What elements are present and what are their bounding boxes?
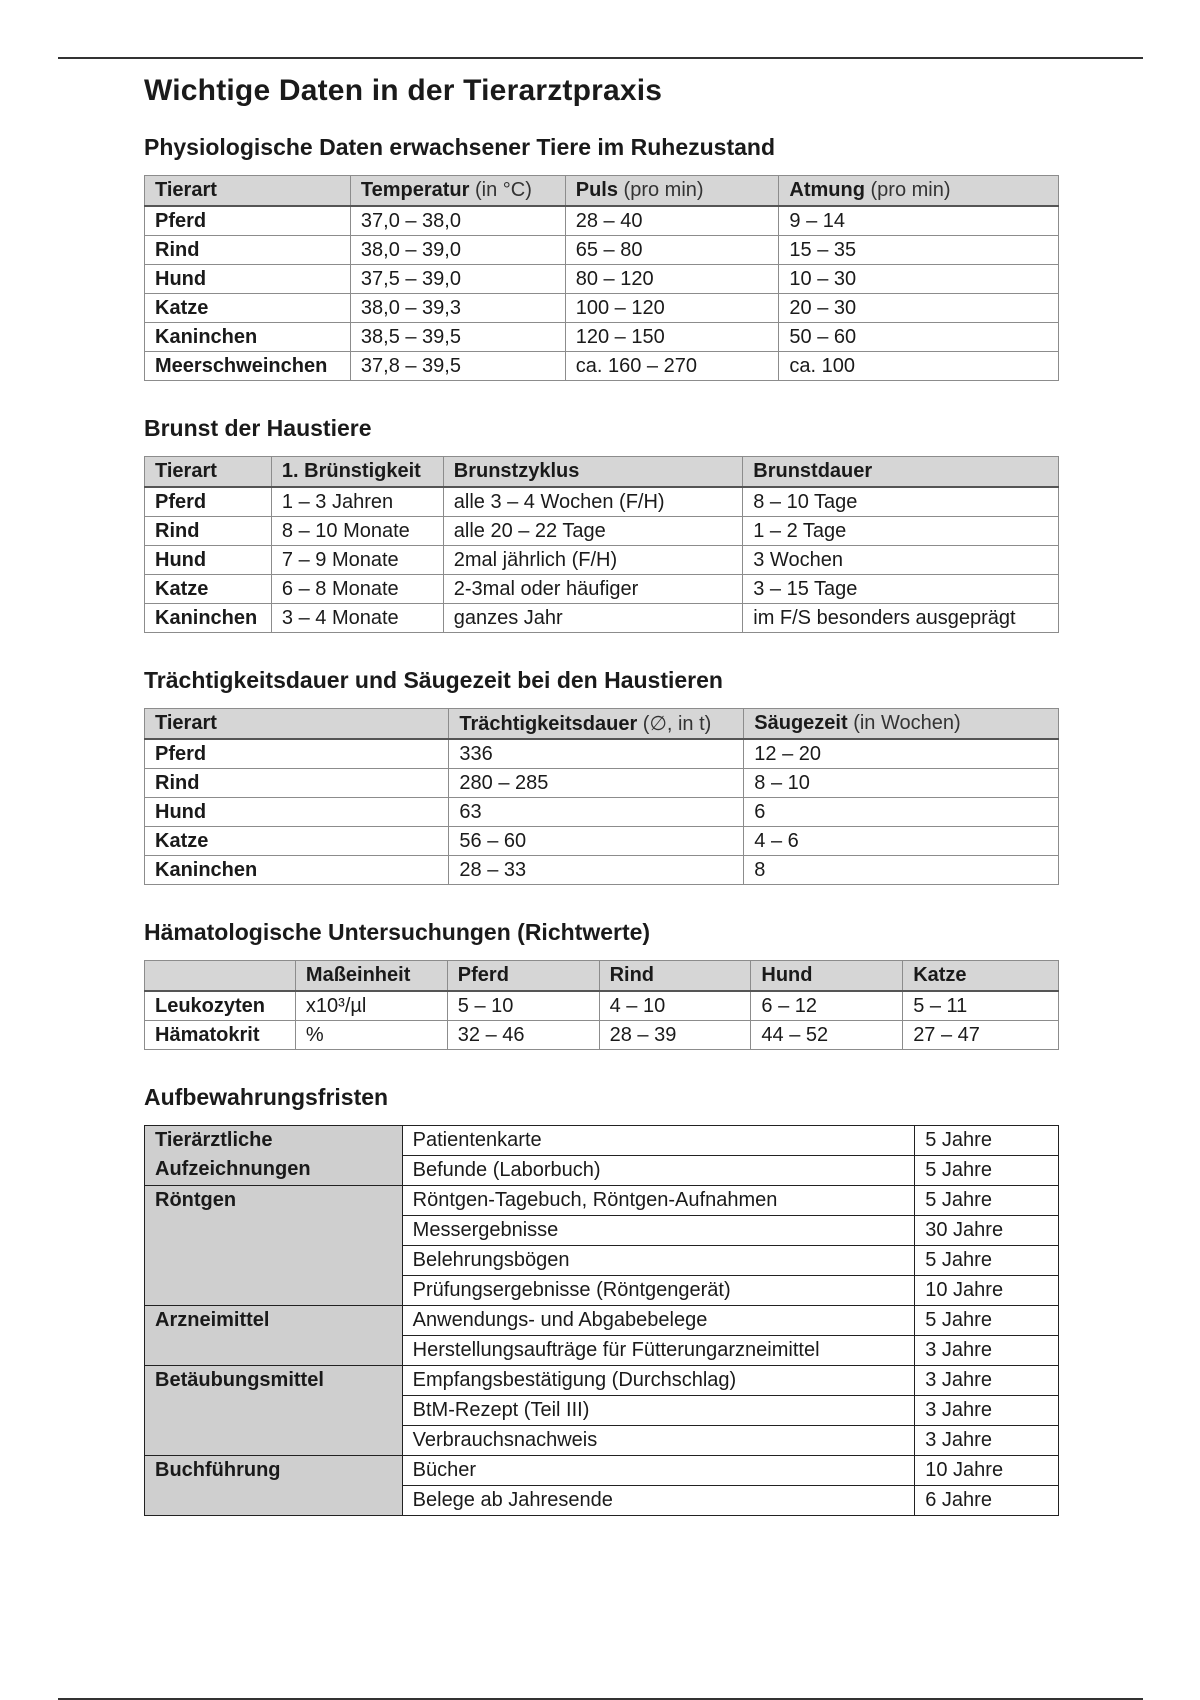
section-physio bbox=[144, 134, 1059, 381]
physio-row-label: Hund bbox=[145, 265, 351, 294]
brunst-row-label: Hund bbox=[145, 546, 272, 575]
brunst-cell: alle 3 – 4 Wochen (F/H) bbox=[443, 487, 743, 517]
physio-table bbox=[144, 175, 1059, 381]
traecht-col-header: Tierart bbox=[145, 709, 449, 740]
fristen-document: Bücher bbox=[402, 1456, 915, 1486]
physio-cell: 38,5 – 39,5 bbox=[350, 323, 565, 352]
traecht-row-label: Pferd bbox=[145, 739, 449, 769]
brunst-row bbox=[145, 546, 1059, 575]
fristen-category: Buchführung bbox=[145, 1456, 403, 1516]
fristen-document: Patientenkarte bbox=[402, 1126, 915, 1156]
physio-cell: 37,5 – 39,0 bbox=[350, 265, 565, 294]
physio-header-row bbox=[145, 176, 1059, 207]
brunst-cell: 7 – 9 Monate bbox=[271, 546, 443, 575]
brunst-col-header: 1. Brünstigkeit bbox=[271, 457, 443, 488]
traecht-cell: 28 – 33 bbox=[449, 856, 744, 885]
fristen-duration: 30 Jahre bbox=[915, 1216, 1059, 1246]
physio-cell: ca. 100 bbox=[779, 352, 1059, 381]
brunst-row bbox=[145, 517, 1059, 546]
physio-cell: 20 – 30 bbox=[779, 294, 1059, 323]
traecht-body bbox=[145, 739, 1059, 885]
physio-row bbox=[145, 323, 1059, 352]
physio-row bbox=[145, 236, 1059, 265]
fristen-document: Befunde (Laborbuch) bbox=[402, 1156, 915, 1186]
haemato-cell: % bbox=[295, 1021, 447, 1050]
page-content bbox=[144, 74, 1059, 1516]
fristen-category: Röntgen bbox=[145, 1186, 403, 1306]
brunst-row-label: Katze bbox=[145, 575, 272, 604]
fristen-heading: Aufbewahrungsfristen bbox=[144, 1084, 389, 1110]
brunst-cell: 3 – 15 Tage bbox=[743, 575, 1059, 604]
physio-cell: 10 – 30 bbox=[779, 265, 1059, 294]
brunst-row bbox=[145, 487, 1059, 517]
traecht-row bbox=[145, 798, 1059, 827]
top-rule bbox=[58, 57, 1143, 59]
haemato-col-header bbox=[145, 961, 296, 992]
haemato-col-header: Maßeinheit bbox=[295, 961, 447, 992]
traecht-row-label: Hund bbox=[145, 798, 449, 827]
haemato-body bbox=[145, 991, 1059, 1050]
fristen-table bbox=[144, 1125, 1059, 1516]
fristen-row bbox=[145, 1186, 1059, 1216]
fristen-document: Herstellungsaufträge für Fütterungarzneimittel bbox=[402, 1336, 915, 1366]
fristen-duration: 3 Jahre bbox=[915, 1336, 1059, 1366]
brunst-cell: 3 – 4 Monate bbox=[271, 604, 443, 633]
haemato-col-header: Hund bbox=[751, 961, 903, 992]
brunst-cell: im F/S besonders ausgeprägt bbox=[743, 604, 1059, 633]
fristen-document: Belege ab Jahresende bbox=[402, 1486, 915, 1516]
traecht-row bbox=[145, 856, 1059, 885]
fristen-row bbox=[145, 1306, 1059, 1336]
physio-col-header: Temperatur (in °C) bbox=[350, 176, 565, 207]
physio-cell: 100 – 120 bbox=[565, 294, 779, 323]
traecht-table bbox=[144, 708, 1059, 885]
physio-cell: ca. 160 – 270 bbox=[565, 352, 779, 381]
brunst-table bbox=[144, 456, 1059, 633]
physio-row-label: Meerschweinchen bbox=[145, 352, 351, 381]
fristen-category: Betäubungsmittel bbox=[145, 1366, 403, 1456]
section-traecht bbox=[144, 667, 1059, 885]
traecht-row bbox=[145, 769, 1059, 798]
traecht-header-row bbox=[145, 709, 1059, 740]
traecht-cell: 56 – 60 bbox=[449, 827, 744, 856]
physio-cell: 37,0 – 38,0 bbox=[350, 206, 565, 236]
brunst-row bbox=[145, 575, 1059, 604]
haemato-cell: 32 – 46 bbox=[447, 1021, 599, 1050]
physio-cell: 28 – 40 bbox=[565, 206, 779, 236]
brunst-col-header: Brunstzyklus bbox=[443, 457, 743, 488]
physio-row bbox=[145, 294, 1059, 323]
fristen-duration: 5 Jahre bbox=[915, 1156, 1059, 1186]
traecht-row-label: Katze bbox=[145, 827, 449, 856]
physio-cell: 38,0 – 39,3 bbox=[350, 294, 565, 323]
brunst-cell: 1 – 3 Jahren bbox=[271, 487, 443, 517]
physio-body bbox=[145, 206, 1059, 381]
fristen-category: Arzneimittel bbox=[145, 1306, 403, 1366]
physio-cell: 38,0 – 39,0 bbox=[350, 236, 565, 265]
brunst-cell: alle 20 – 22 Tage bbox=[443, 517, 743, 546]
haemato-cell: 5 – 11 bbox=[903, 991, 1059, 1021]
fristen-row bbox=[145, 1126, 1059, 1156]
haemato-col-header: Pferd bbox=[447, 961, 599, 992]
haemato-cell: 5 – 10 bbox=[447, 991, 599, 1021]
traecht-cell: 4 – 6 bbox=[744, 827, 1059, 856]
brunst-body bbox=[145, 487, 1059, 633]
traecht-cell: 8 bbox=[744, 856, 1059, 885]
fristen-duration: 3 Jahre bbox=[915, 1366, 1059, 1396]
traecht-cell: 63 bbox=[449, 798, 744, 827]
fristen-duration: 3 Jahre bbox=[915, 1426, 1059, 1456]
brunst-cell: 2-3mal oder häufiger bbox=[443, 575, 743, 604]
traecht-col-header: Trächtigkeitsdauer (∅, in t) bbox=[449, 709, 744, 740]
fristen-row bbox=[145, 1366, 1059, 1396]
fristen-duration: 5 Jahre bbox=[915, 1246, 1059, 1276]
haemato-cell: x10³/µl bbox=[295, 991, 447, 1021]
traecht-row bbox=[145, 827, 1059, 856]
physio-cell: 65 – 80 bbox=[565, 236, 779, 265]
fristen-document: BtM-Rezept (Teil III) bbox=[402, 1396, 915, 1426]
haemato-cell: 4 – 10 bbox=[599, 991, 751, 1021]
traecht-row-label: Rind bbox=[145, 769, 449, 798]
fristen-document: Anwendungs- und Abgabebelege bbox=[402, 1306, 915, 1336]
physio-row bbox=[145, 265, 1059, 294]
fristen-document: Empfangsbestätigung (Durchschlag) bbox=[402, 1366, 915, 1396]
brunst-col-header: Tierart bbox=[145, 457, 272, 488]
physio-cell: 15 – 35 bbox=[779, 236, 1059, 265]
fristen-category: Tierärztliche Aufzeichnungen bbox=[145, 1126, 403, 1186]
physio-row bbox=[145, 206, 1059, 236]
section-brunst bbox=[144, 415, 1059, 633]
brunst-heading: Brunst der Haustiere bbox=[144, 415, 372, 441]
haemato-cell: 27 – 47 bbox=[903, 1021, 1059, 1050]
physio-row-label: Kaninchen bbox=[145, 323, 351, 352]
physio-cell: 50 – 60 bbox=[779, 323, 1059, 352]
fristen-duration: 10 Jahre bbox=[915, 1276, 1059, 1306]
traecht-cell: 6 bbox=[744, 798, 1059, 827]
traecht-cell: 12 – 20 bbox=[744, 739, 1059, 769]
haemato-heading: Hämatologische Untersuchungen (Richtwerte) bbox=[144, 919, 651, 945]
brunst-col-header: Brunstdauer bbox=[743, 457, 1059, 488]
physio-row-label: Rind bbox=[145, 236, 351, 265]
brunst-cell: 8 – 10 Monate bbox=[271, 517, 443, 546]
brunst-row-label: Pferd bbox=[145, 487, 272, 517]
brunst-cell: 6 – 8 Monate bbox=[271, 575, 443, 604]
haemato-row-label: Hämatokrit bbox=[145, 1021, 296, 1050]
traecht-col-header: Säugezeit (in Wochen) bbox=[744, 709, 1059, 740]
brunst-row-label: Rind bbox=[145, 517, 272, 546]
fristen-duration: 3 Jahre bbox=[915, 1396, 1059, 1426]
physio-cell: 37,8 – 39,5 bbox=[350, 352, 565, 381]
haemato-row bbox=[145, 1021, 1059, 1050]
brunst-row bbox=[145, 604, 1059, 633]
physio-heading: Physiologische Daten erwachsener Tiere im Ruhezustand bbox=[144, 134, 775, 160]
haemato-cell: 44 – 52 bbox=[751, 1021, 903, 1050]
brunst-row-label: Kaninchen bbox=[145, 604, 272, 633]
traecht-cell: 8 – 10 bbox=[744, 769, 1059, 798]
fristen-duration: 5 Jahre bbox=[915, 1186, 1059, 1216]
traecht-heading: Trächtigkeitsdauer und Säugezeit bei den Haustieren bbox=[144, 667, 723, 693]
section-haemato bbox=[144, 919, 1059, 1050]
physio-col-header: Tierart bbox=[145, 176, 351, 207]
physio-col-header: Puls (pro min) bbox=[565, 176, 779, 207]
physio-row-label: Katze bbox=[145, 294, 351, 323]
haemato-header-row bbox=[145, 961, 1059, 992]
fristen-duration: 6 Jahre bbox=[915, 1486, 1059, 1516]
traecht-row-label: Kaninchen bbox=[145, 856, 449, 885]
traecht-row bbox=[145, 739, 1059, 769]
haemato-row bbox=[145, 991, 1059, 1021]
fristen-duration: 5 Jahre bbox=[915, 1126, 1059, 1156]
physio-row bbox=[145, 352, 1059, 381]
physio-row-label: Pferd bbox=[145, 206, 351, 236]
page-title: Wichtige Daten in der Tierarztpraxis bbox=[144, 74, 663, 107]
haemato-cell: 6 – 12 bbox=[751, 991, 903, 1021]
haemato-table bbox=[144, 960, 1059, 1050]
physio-col-header: Atmung (pro min) bbox=[779, 176, 1059, 207]
section-fristen bbox=[144, 1084, 1059, 1516]
fristen-document: Belehrungsbögen bbox=[402, 1246, 915, 1276]
brunst-cell: 3 Wochen bbox=[743, 546, 1059, 575]
physio-cell: 80 – 120 bbox=[565, 265, 779, 294]
brunst-cell: 1 – 2 Tage bbox=[743, 517, 1059, 546]
haemato-cell: 28 – 39 bbox=[599, 1021, 751, 1050]
haemato-row-label: Leukozyten bbox=[145, 991, 296, 1021]
fristen-document: Röntgen-Tagebuch, Röntgen-Aufnahmen bbox=[402, 1186, 915, 1216]
brunst-header-row bbox=[145, 457, 1059, 488]
fristen-document: Messergebnisse bbox=[402, 1216, 915, 1246]
haemato-col-header: Rind bbox=[599, 961, 751, 992]
fristen-duration: 5 Jahre bbox=[915, 1306, 1059, 1336]
physio-cell: 9 – 14 bbox=[779, 206, 1059, 236]
fristen-document: Prüfungsergebnisse (Röntgengerät) bbox=[402, 1276, 915, 1306]
fristen-body bbox=[145, 1126, 1059, 1516]
fristen-document: Verbrauchsnachweis bbox=[402, 1426, 915, 1456]
traecht-cell: 280 – 285 bbox=[449, 769, 744, 798]
fristen-duration: 10 Jahre bbox=[915, 1456, 1059, 1486]
brunst-cell: ganzes Jahr bbox=[443, 604, 743, 633]
brunst-cell: 2mal jährlich (F/H) bbox=[443, 546, 743, 575]
traecht-cell: 336 bbox=[449, 739, 744, 769]
physio-cell: 120 – 150 bbox=[565, 323, 779, 352]
brunst-cell: 8 – 10 Tage bbox=[743, 487, 1059, 517]
haemato-col-header: Katze bbox=[903, 961, 1059, 992]
fristen-row bbox=[145, 1456, 1059, 1486]
